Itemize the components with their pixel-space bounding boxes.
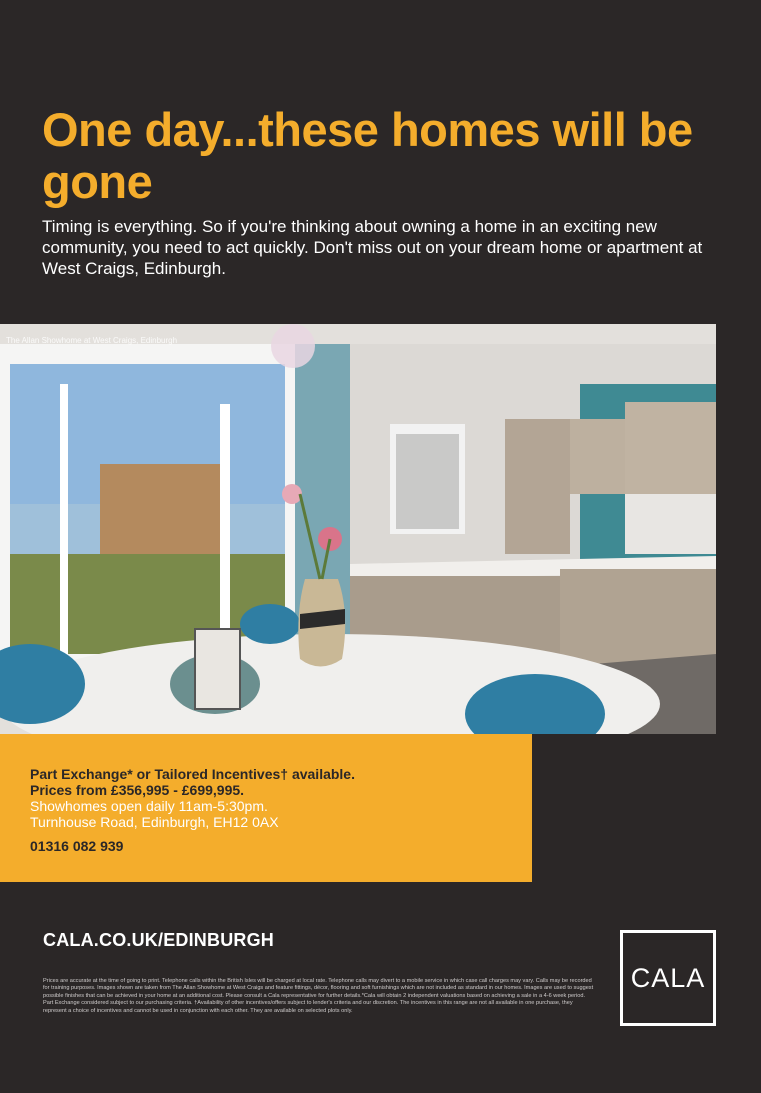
offer-address: Turnhouse Road, Edinburgh, EH12 0AX [30, 814, 279, 830]
intro-text: Timing is everything. So if you're thinking about owning a home in an exciting new community, you need to act quickly. Don't miss out on your dream home or apartment at West Craigs, Edinburgh. [42, 217, 703, 278]
cala-logo [620, 930, 716, 1026]
offer-incentives: Part Exchange* or Tailored Incentives† available. [30, 766, 355, 782]
kitchen-illustration [0, 324, 716, 734]
offer-prices: Prices from £356,995 - £699,995. [30, 782, 245, 798]
logo-text: CALA [630, 962, 706, 993]
kitchen-photo [0, 324, 716, 734]
disclaimer-text: Prices are accurate at the time of going to print. Telephone calls within the British Isles will be charged at local rate. Telephone calls may divert to a mobile service in which case call charges may vary. Calls may be recorded for training purposes. Images shown are taken from The Allan Showhome at West Craigs and feature fittings, décor, flooring and soft furnishings which are not included as standard in our homes. Images are used to suggest possible finishes that can be achieved in your home at an additional cost. Please consult a Cala representative for further details.*Cala will obtain 2 independent valuations based on achieving a sale in a 4-6 week period. Part Exchange considered subject to our purchasing criteria. †Availability of other incentives/offers subject to lender's criteria and our discretion. The incentives in this range are not all available in one purchase, they represent a choice of incentives and cannot be used in conjunction with each other. They are available on selected plots only. [43, 978, 594, 1014]
website-link[interactable]: CALA.CO.UK/EDINBURGH [43, 930, 274, 950]
photo-caption: The Allan Showhome at West Craigs, Edinburgh [6, 336, 178, 345]
offer-phone[interactable]: 01316 082 939 [30, 838, 124, 854]
headline: One day...these homes will be gone [42, 103, 693, 208]
offer-showhomes: Showhomes open daily 11am-5:30pm. [30, 798, 268, 814]
offer-panel [0, 734, 532, 882]
